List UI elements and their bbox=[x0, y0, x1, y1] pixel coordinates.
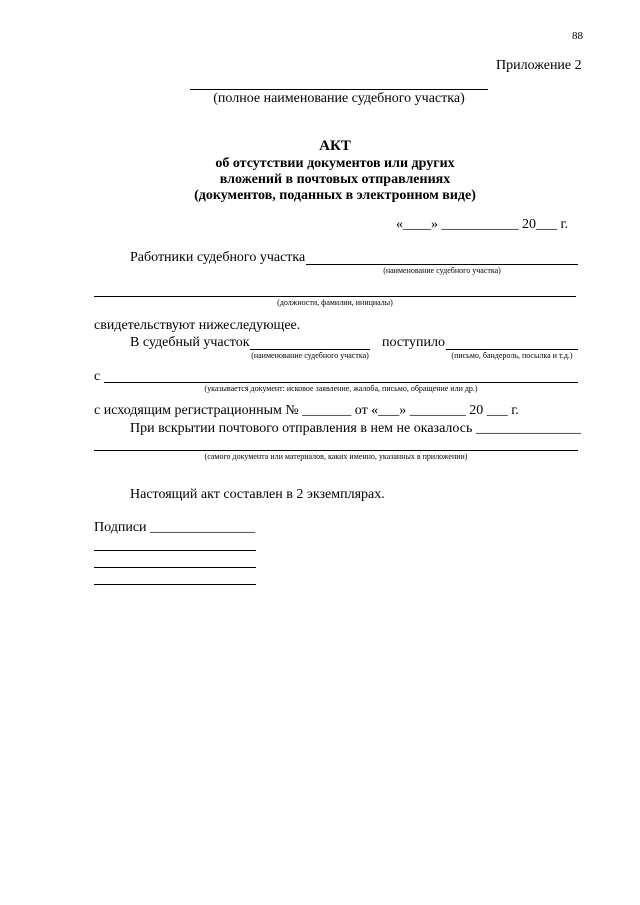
outgoing-line bbox=[94, 403, 519, 419]
positions-caption: (должности, фамилии, инициалы) bbox=[277, 298, 393, 307]
positions-line bbox=[94, 296, 576, 297]
received-prefix: В судебный участок bbox=[130, 335, 250, 350]
certify-text: свидетельствуют нижеследующее. bbox=[94, 318, 301, 333]
date-month-blank: ___________ bbox=[441, 217, 519, 232]
with-document-line bbox=[104, 382, 578, 383]
act-subtitle-2: вложений в почтовых отправлениях bbox=[219, 172, 451, 187]
received-item-line bbox=[446, 349, 578, 350]
outgoing-year-suffix: г. bbox=[511, 403, 519, 418]
signature-line-4 bbox=[94, 584, 256, 585]
signature-line-3 bbox=[94, 567, 256, 568]
appendix-label: Приложение 2 bbox=[496, 58, 582, 73]
page-number: 88 bbox=[572, 30, 583, 42]
missing-items-line bbox=[94, 450, 578, 451]
signatures-label: Подписи bbox=[94, 520, 147, 535]
outgoing-number-blank: _______ bbox=[302, 403, 352, 418]
copies-text: Настоящий акт составлен в 2 экземплярах. bbox=[130, 487, 385, 502]
received-court-caption: (наименование судебного участка) bbox=[251, 351, 369, 360]
outgoing-year-prefix: 20 bbox=[469, 403, 484, 418]
outgoing-day-blank: ___ bbox=[378, 403, 400, 418]
date-open-quote: « bbox=[396, 217, 403, 232]
act-title: АКТ bbox=[319, 138, 351, 154]
court-name-caption: (полное наименование судебного участка) bbox=[213, 91, 465, 106]
date-line bbox=[396, 217, 568, 233]
received-court-line bbox=[250, 349, 370, 350]
missing-items-caption: (самого документа или материалов, каких именно, указанных в приложении) bbox=[204, 452, 468, 461]
act-subtitle-3: (документов, поданных в электронном виде) bbox=[194, 188, 476, 203]
outgoing-prefix: с исходящим регистрационным № bbox=[94, 403, 299, 418]
date-day-blank: ____ bbox=[403, 217, 431, 232]
received-middle: поступило bbox=[382, 335, 445, 350]
outgoing-month-blank: ________ bbox=[409, 403, 466, 418]
date-close-quote: » bbox=[431, 217, 438, 232]
date-year-blank: ___ bbox=[536, 217, 557, 232]
signature-line-2 bbox=[94, 550, 256, 551]
workers-court-line bbox=[306, 264, 578, 265]
workers-court-caption: (наименование судебного участка) bbox=[383, 266, 501, 275]
date-year-suffix: г. bbox=[560, 217, 569, 232]
missing-line bbox=[130, 421, 581, 437]
missing-text: При вскрытии почтового отправления в нем не оказалось bbox=[130, 421, 473, 436]
signatures-label-line bbox=[94, 520, 255, 536]
outgoing-year-blank: ___ bbox=[486, 403, 508, 418]
date-year-prefix: 20 bbox=[522, 217, 536, 232]
outgoing-close-quote: » bbox=[399, 403, 407, 418]
received-item-caption: (письмо, бандероль, посылка и т.д.) bbox=[451, 351, 573, 360]
with-label: с bbox=[94, 369, 101, 384]
outgoing-from: от « bbox=[354, 403, 379, 418]
with-document-caption: (указывается документ: исковое заявление, жалоба, письмо, обращение или др.) bbox=[204, 384, 478, 393]
workers-label: Работники судебного участка bbox=[130, 250, 306, 265]
court-name-line bbox=[190, 89, 488, 90]
missing-blank: _______________ bbox=[475, 421, 581, 436]
signature-blank-1: _______________ bbox=[150, 520, 256, 535]
act-subtitle-1: об отсутствии документов или других bbox=[215, 156, 455, 171]
